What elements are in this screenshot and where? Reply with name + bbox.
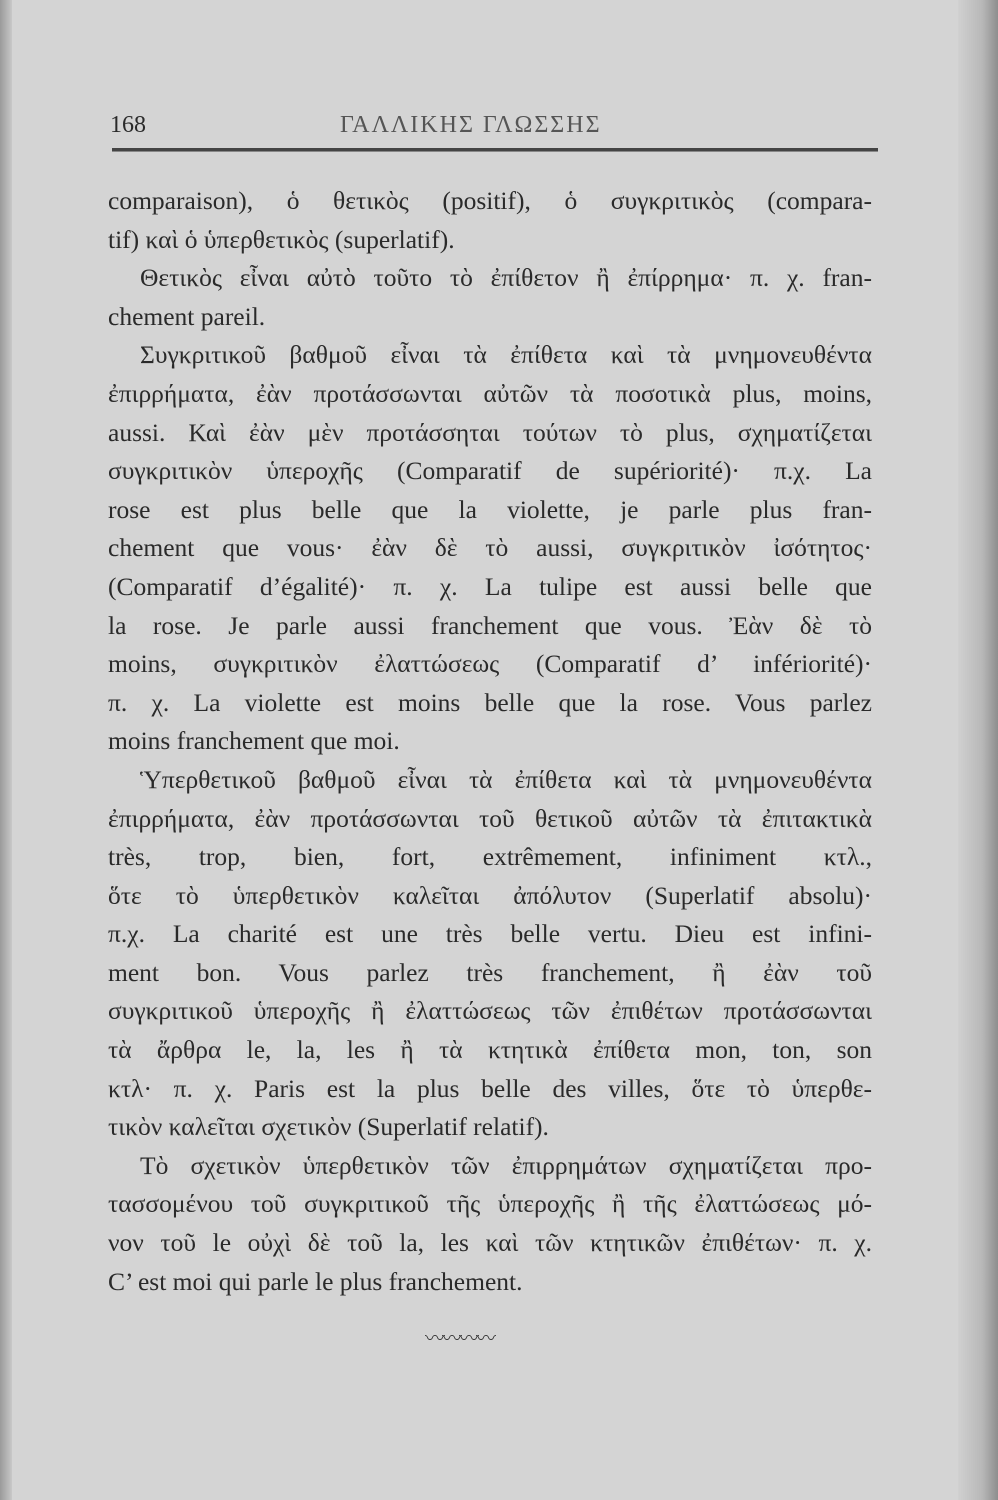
end-ornament: 〰〰〰〰 [425,1328,493,1350]
text-line: Θετικὸς εἶναι αὐτὸ τοῦτο τὸ ἐπίθετον ἢ ἐπίρρημα· π. χ. fran- [140,263,872,293]
text-line: très, trop, bien, fort, extrêmement, infiniment κτλ., [108,842,872,872]
text-line: chement pareil. [108,301,266,331]
text-line: ὅτε τὸ ὑπερθετικὸν καλεῖται ἀπόλυτον (Superlatif absolu)· [108,880,872,910]
text-line: συγκριτικοῦ ὑπεροχῆς ἢ ἐλαττώσεως τῶν ἐπιθέτων προτάσσωνται [108,996,872,1026]
text-line: νον τοῦ le οὐχὶ δὲ τοῦ la, les καὶ τῶν κτητικῶν ἐπιθέτων· π. χ. [108,1228,872,1258]
text-line: C’ est moi qui parle le plus franchement. [108,1266,523,1296]
text-line: ἐπιρρήματα, ἐὰν προτάσσωνται τοῦ θετικοῦ αὐτῶν τὰ ἐπιτακτικὰ [108,803,872,833]
text-line: τασσομένου τοῦ συγκριτικοῦ τῆς ὑπεροχῆς ἢ τῆς ἐλαττώσεως μό- [108,1189,872,1219]
header-rule [112,148,878,152]
text-line: aussi. Καὶ ἐὰν μὲν προτάσσηται τούτων τὸ plus, σχηματίζεται [108,417,872,447]
text-line: π. χ. La violette est moins belle que la rose. Vous parlez [108,687,872,717]
paragraph [108,1147,872,1301]
page-number: 168 [110,112,146,138]
text-line: Συγκριτικοῦ βαθμοῦ εἶναι τὰ ἐπίθετα καὶ τὰ μνημονευθέντα [140,340,872,370]
text-line: συγκριτικὸν ὑπεροχῆς (Comparatif de supériorité)· π.χ. La [108,456,872,486]
text-line: κτλ· π. χ. Paris est la plus belle des villes, ὅτε τὸ ὑπερθε- [108,1073,872,1103]
paragraph [108,761,872,1147]
text-line: moins, συγκριτικὸν ἐλαττώσεως (Comparatif d’ infériorité)· [108,649,872,679]
text-line: tif) καὶ ὁ ὑπερθετικὸς (superlatif). [108,224,455,254]
text-line: rose est plus belle que la violette, je parle plus fran- [108,494,872,524]
text-line: ment bon. Vous parlez très franchement, ἢ ἐὰν τοῦ [108,957,872,987]
paragraph [108,182,872,259]
text-line: Τὸ σχετικὸν ὑπερθετικὸν τῶν ἐπιρρημάτων σχηματίζεται προ- [140,1150,872,1180]
text-line: chement que vous· ἐὰν δὲ τὸ aussi, συγκριτικὸν ἰσότητος· [108,533,872,563]
text-line: Ὑπερθετικοῦ βαθμοῦ εἶναι τὰ ἐπίθετα καὶ τὰ μνημονευθέντα [140,764,872,794]
text-line: ἐπιρρήματα, ἐὰν προτάσσωνται αὐτῶν τὰ ποσοτικὰ plus, moins, [108,378,872,408]
text-line: comparaison), ὁ θετικὸς (positif), ὁ συγκριτικὸς (compara- [108,186,872,215]
text-line: la rose. Je parle aussi franchement que vous. Ἐὰν δὲ τὸ [108,610,872,640]
text-line: τὰ ἄρθρα le, la, les ἢ τὰ κτητικὰ ἐπίθετα mon, ton, son [108,1035,872,1065]
running-head: ΓΑΛΛΙΚΗΣ ΓΛΩΣΣΗΣ [340,112,602,138]
paragraph [108,336,872,761]
page-body [108,182,872,1301]
page-edge-left [0,0,12,1500]
text-line: (Comparatif d’égalité)· π. χ. La tulipe est aussi belle que [108,571,872,601]
page-edge-right [958,0,998,1500]
text-line: moins franchement que moi. [108,726,400,756]
text-line: π.χ. La charité est une très belle vertu. Dieu est infini- [108,919,872,949]
text-line: τικὸν καλεῖται σχετικὸν (Superlatif relatif). [108,1112,549,1142]
paragraph [108,259,872,336]
